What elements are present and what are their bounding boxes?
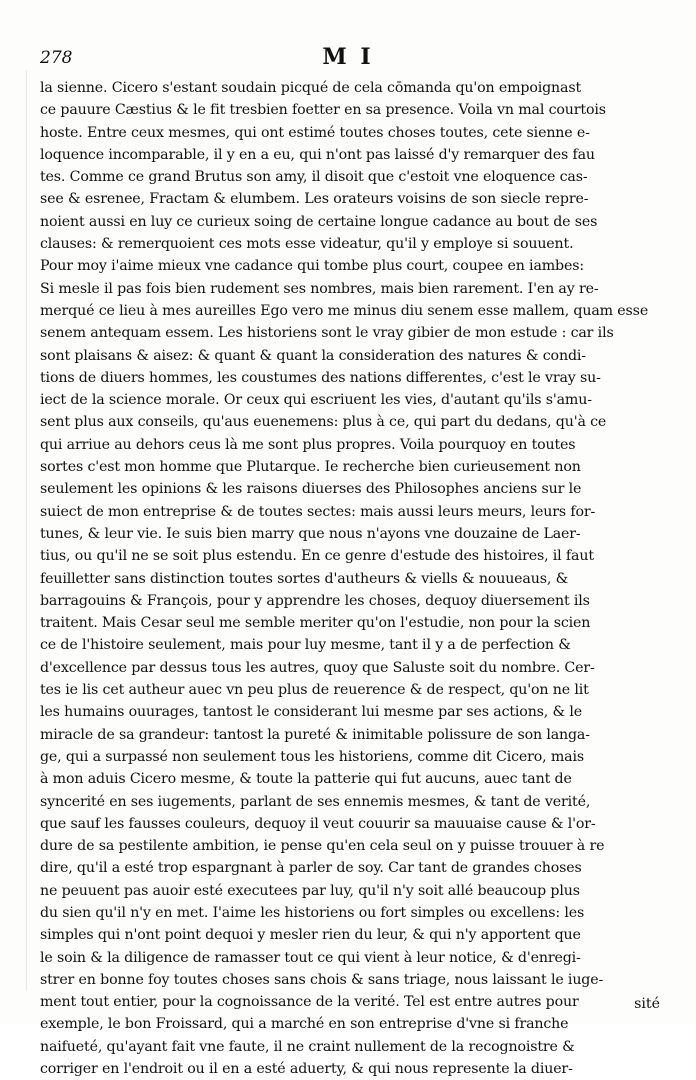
text-line: exemple, le bon Froissard, qui a marché en son entreprise d'vne si franche bbox=[40, 1016, 569, 1033]
text-line: strer en bonne foy toutes choses sans chois & sans triage, nous laissant le iuge- bbox=[40, 971, 604, 988]
text-line: naifueté, qu'ayant fait vne faute, il ne craint nullement de la recognoistre & bbox=[40, 1038, 575, 1055]
text-line: tunes, & leur vie. Ie suis bien marry que nous n'ayons vne douzaine de Laer- bbox=[40, 525, 581, 542]
text-line: Si mesle il pas fois bien rudement ses nombres, mais bien rarement. I'en ay re- bbox=[40, 280, 599, 297]
text-line: tes. Comme ce grand Brutus son amy, il disoit que c'estoit vne eloquence cas- bbox=[40, 169, 588, 186]
text-line: ne peuuent pas auoir esté executees par luy, qu'il n'y soit allé beaucoup plus bbox=[40, 882, 580, 899]
text-line: feuilletter sans distinction toutes sortes d'autheurs & viells & nouueaus, & bbox=[40, 570, 569, 587]
text-line: ce pauure Cæstius & le fit tresbien foetter en sa presence. Voila vn mal courtois bbox=[40, 102, 606, 119]
text-line: qui arriue au dehors ceus là me sont plus propres. Voila pourquoy en toutes bbox=[40, 436, 576, 453]
text-line: Pour moy i'aime mieux vne cadance qui tombe plus court, coupee en iambes: bbox=[40, 258, 584, 275]
text-line: le soin & la diligence de ramasser tout ce qui vient à leur notice, & d'enregi- bbox=[40, 949, 581, 966]
text-line: la sienne. Cicero s'estant soudain picqué de cela cōmanda qu'on empoignast bbox=[40, 80, 582, 96]
text-line: merqué ce lieu à mes aureilles Ego vero me minus diu senem esse mallem, quam esse bbox=[40, 302, 649, 319]
text-line: senem antequam essem. Les historiens sont le vray gibier de mon estude : car ils bbox=[40, 325, 614, 342]
text-line: ce de l'histoire seulement, mais pour luy mesme, tant il y a de perfection & bbox=[40, 637, 571, 654]
body-text bbox=[40, 77, 660, 1080]
text-line: tions de diuers hommes, les coustumes des nations differentes, c'est le vray su- bbox=[40, 369, 601, 386]
text-line: ge, qui a surpassé non seulement tous les historiens, comme dit Cicero, mais bbox=[40, 748, 584, 765]
text-line: les humains ouurages, tantost le considerant lui mesme par ses actions, & le bbox=[40, 704, 583, 721]
page-gutter-shadow bbox=[26, 70, 27, 990]
text-line: seulement les opinions & les raisons diuerses des Philosophes anciens sur le bbox=[40, 481, 582, 498]
text-line: simples qui n'ont point dequoi y mesler rien du leur, & qui n'y apportent que bbox=[40, 927, 581, 944]
text-line: sortes c'est mon homme que Plutarque. Ie recherche bien curieusement non bbox=[40, 459, 581, 476]
text-line: dire, qu'il a esté trop espargnant à parler de soy. Car tant de grandes choses bbox=[40, 860, 582, 877]
text-line: sent plus aux conseils, qu'aus euenemens: plus à ce, qui part du dedans, qu'à ce bbox=[40, 414, 607, 431]
page-number: 278 bbox=[40, 48, 73, 68]
text-line: sont plaisans & aisez: & quant & quant la consideration des natures & condi- bbox=[40, 347, 586, 364]
text-line: see & esrenee, Fractam & elumbem. Les orateurs voisins de son siecle repre- bbox=[40, 191, 589, 208]
text-line: loquence incomparable, il y en a eu, qui n'ont pas laissé d'y remarquer des fau bbox=[40, 146, 595, 163]
text-line: corriger en l'endroit ou il en a esté aduerty, & qui nous represente la diuer- bbox=[40, 1061, 573, 1078]
text-line: à mon aduis Cicero mesme, & toute la patterie qui fut aucuns, auec tant de bbox=[40, 771, 572, 788]
text-line: traitent. Mais Cesar seul me semble meriter qu'on l'estudie, non pour la scien bbox=[40, 615, 591, 632]
text-line: noient aussi en luy ce curieux soing de certaine longue cadance au bout de ses bbox=[40, 213, 598, 230]
text-line: suiect de mon entreprise & de toutes sectes: mais aussi leurs meurs, leurs for- bbox=[40, 503, 596, 520]
running-head: M I bbox=[322, 44, 374, 70]
text-line: ment tout entier, pour la cognoissance de la verité. Tel est entre autres pour bbox=[40, 994, 579, 1011]
text-line: tius, ou qu'il ne se soit plus estendu. En ce genre d'estude des histoires, il faut bbox=[40, 548, 594, 565]
text-line: iect de la science morale. Or ceux qui escriuent les vies, d'autant qu'ils s'amu- bbox=[40, 392, 592, 409]
text-line: dure de sa pestilente ambition, ie pense qu'en cela seul on y puisse trouuer à re bbox=[40, 838, 605, 855]
text-line: clauses: & remerquoient ces mots esse videatur, qu'il y employe si souuent. bbox=[40, 236, 574, 253]
text-line: barragouins & François, pour y apprendre les choses, dequoy diuersement ils bbox=[40, 592, 590, 609]
text-line: d'excellence par dessus tous les autres, quoy que Saluste soit du nombre. Cer- bbox=[40, 659, 595, 676]
text-line: syncerité en ses iugements, parlant de ses ennemis mesmes, & tant de verité, bbox=[40, 793, 591, 810]
text-line: du sien qu'il n'y en met. I'aime les historiens ou fort simples ou excellens: les bbox=[40, 904, 585, 921]
text-line: miracle de sa grandeur: tantost la pureté & inimitable polissure de son langa- bbox=[40, 726, 590, 743]
text-line: que sauf les fausses couleurs, dequoy il veut couurir sa mauuaise cause & l'or- bbox=[40, 815, 596, 832]
text-line: hoste. Entre ceux mesmes, qui ont estimé toutes choses toutes, cete sienne e- bbox=[40, 124, 590, 141]
catchword: sité bbox=[634, 996, 660, 1012]
text-line: tes ie lis cet autheur auec vn peu plus de reuerence & de respect, qu'on ne lit bbox=[40, 682, 589, 699]
